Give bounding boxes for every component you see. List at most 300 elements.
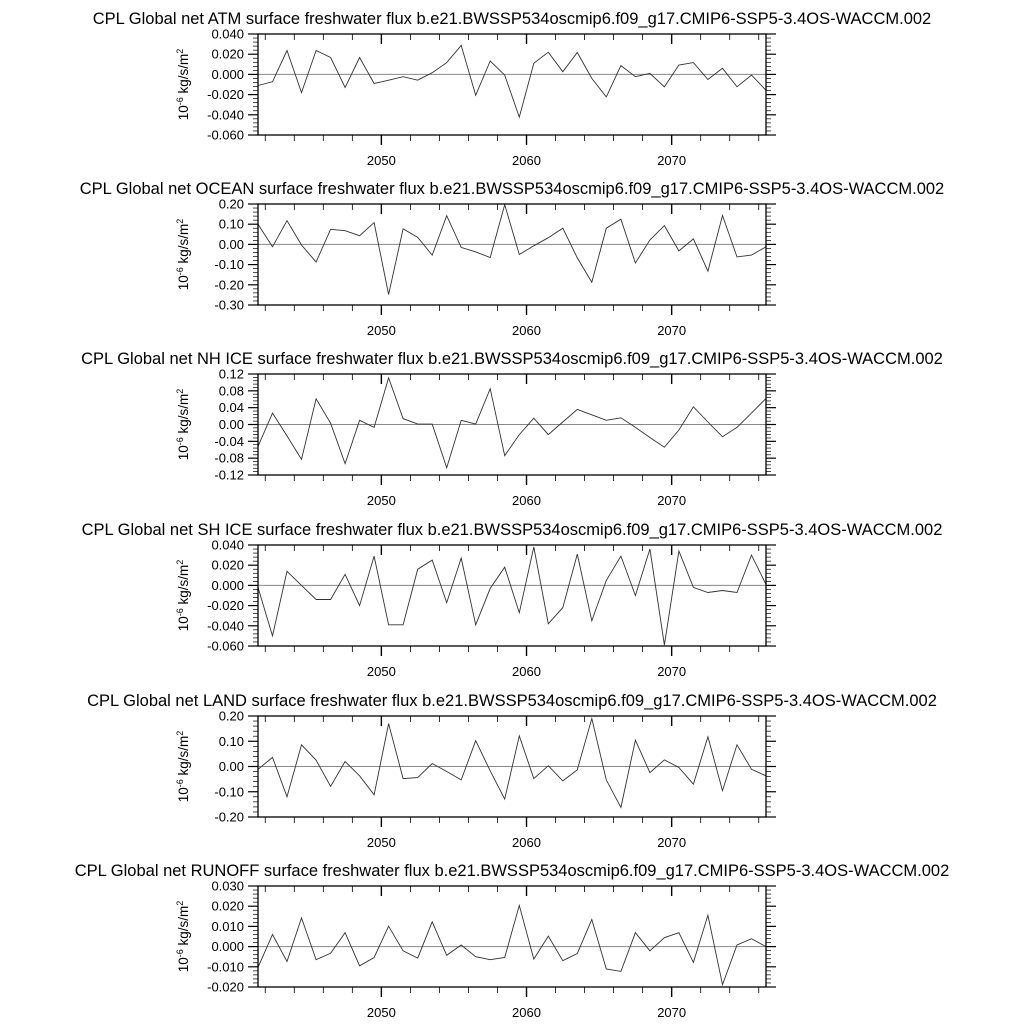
data-point — [432, 921, 433, 922]
data-point — [548, 936, 549, 937]
data-point — [736, 86, 737, 87]
series-line-runoff — [258, 905, 766, 984]
data-point — [417, 569, 418, 570]
data-point — [359, 57, 360, 58]
data-point — [635, 932, 636, 933]
data-point — [620, 971, 621, 972]
data-point — [345, 574, 346, 575]
data-point — [490, 588, 491, 589]
data-point — [548, 52, 549, 53]
data-point — [678, 551, 679, 552]
data-point — [345, 932, 346, 933]
series-line-atm — [258, 45, 766, 117]
data-point — [359, 965, 360, 966]
data-point — [301, 459, 302, 460]
data-point — [403, 778, 404, 779]
y-tick-label: -0.10 — [214, 257, 244, 273]
data-point — [461, 944, 462, 945]
data-point — [504, 567, 505, 568]
data-point — [606, 228, 607, 229]
data-point — [461, 45, 462, 46]
data-point — [620, 807, 621, 808]
data-point — [272, 246, 273, 247]
chart-title: CPL Global net LAND surface freshwater flux b.e21.BWSSP534oscmip6.f09_g17.CMIP6-SSP5-3.4OS-WACCM.002 — [87, 692, 937, 710]
data-point — [562, 607, 563, 608]
data-point — [620, 219, 621, 220]
data-point — [490, 959, 491, 960]
y-axis-label-text: kg/s/m — [176, 393, 191, 438]
y-tick-label: 0.000 — [211, 939, 244, 955]
y-tick-label: 0.000 — [211, 577, 244, 593]
data-point — [475, 956, 476, 957]
y-axis-label — [175, 49, 191, 121]
y-tick-label: 0.040 — [211, 26, 244, 42]
y-tick-label: -0.060 — [207, 638, 244, 654]
data-point — [359, 775, 360, 776]
data-point — [272, 81, 273, 82]
y-axis-label-superscript: -6 — [175, 779, 185, 788]
y-axis-label-superscript: 2 — [175, 218, 185, 224]
data-point — [678, 429, 679, 430]
data-point — [519, 117, 520, 118]
data-point — [707, 915, 708, 916]
data-point — [490, 388, 491, 389]
data-point — [316, 261, 317, 262]
y-axis-label — [175, 389, 191, 461]
data-point — [461, 420, 462, 421]
data-point — [403, 624, 404, 625]
data-point — [330, 953, 331, 954]
data-point — [577, 52, 578, 53]
data-point — [301, 917, 302, 918]
x-tick-label: 2050 — [366, 1005, 396, 1020]
x-tick-label: 2050 — [366, 664, 396, 679]
x-tick-label: 2060 — [512, 323, 541, 338]
data-point — [591, 414, 592, 415]
x-tick-label: 2070 — [657, 153, 687, 168]
data-point — [504, 455, 505, 456]
y-tick-label: -0.08 — [214, 450, 244, 466]
y-tick-label: 0.000 — [211, 66, 244, 82]
y-axis-label-text: 10 — [176, 787, 191, 803]
data-point — [736, 944, 737, 945]
x-tick-label: 2050 — [366, 493, 396, 508]
data-point — [475, 624, 476, 625]
data-point — [388, 80, 389, 81]
data-point — [345, 761, 346, 762]
data-point — [316, 599, 317, 600]
chart-title: CPL Global net ATM surface freshwater flux b.e21.BWSSP534oscmip6.f09_g17.CMIP6-SSP5-3.4OS-WACCM.002 — [92, 10, 932, 28]
y-tick-label: -0.020 — [207, 979, 244, 995]
chart-panel-5 — [87, 692, 937, 850]
y-axis-label-superscript: -6 — [175, 608, 185, 617]
y-axis-label — [175, 560, 191, 632]
data-point — [446, 215, 447, 216]
data-point — [446, 955, 447, 956]
data-point — [446, 602, 447, 603]
y-tick-label: -0.040 — [207, 107, 244, 123]
data-point — [330, 229, 331, 230]
data-point — [751, 75, 752, 76]
data-point — [620, 65, 621, 66]
y-tick-label: 0.12 — [218, 366, 244, 382]
data-point — [345, 463, 346, 464]
data-point — [287, 220, 288, 221]
data-point — [577, 769, 578, 770]
data-point — [548, 765, 549, 766]
data-point — [606, 580, 607, 581]
y-tick-label: 0.10 — [218, 216, 244, 232]
data-point — [461, 779, 462, 780]
data-point — [519, 254, 520, 255]
data-point — [461, 558, 462, 559]
data-point — [403, 950, 404, 951]
data-point — [446, 467, 447, 468]
y-axis-label-superscript: 2 — [175, 900, 185, 906]
data-point — [446, 771, 447, 772]
data-point — [664, 759, 665, 760]
data-point — [519, 612, 520, 613]
y-axis-label-text: 10 — [176, 445, 191, 461]
data-point — [519, 905, 520, 906]
y-axis-label-text: kg/s/m — [176, 53, 191, 98]
data-point — [374, 222, 375, 223]
data-point — [345, 230, 346, 231]
x-tick-label: 2060 — [512, 664, 541, 679]
y-tick-label: 0.00 — [218, 759, 244, 774]
plot-frame — [258, 545, 766, 646]
data-point — [287, 571, 288, 572]
data-point — [359, 420, 360, 421]
y-tick-label: 0.10 — [218, 733, 244, 749]
data-point — [446, 62, 447, 63]
y-axis-label-text: 10 — [176, 275, 191, 291]
data-point — [707, 736, 708, 737]
y-axis-label-text: kg/s/m — [176, 564, 191, 609]
y-tick-label: 0.020 — [211, 557, 244, 573]
data-point — [533, 63, 534, 64]
data-point — [562, 228, 563, 229]
data-point — [519, 434, 520, 435]
data-point — [649, 950, 650, 951]
data-point — [678, 932, 679, 933]
chart-title: CPL Global net RUNOFF surface freshwater flux b.e21.BWSSP534oscmip6.f09_g17.CMIP6-SSP5-3.4OS-WACCM.002 — [74, 862, 950, 880]
data-point — [620, 417, 621, 418]
data-point — [562, 960, 563, 961]
data-point — [316, 959, 317, 960]
data-point — [417, 237, 418, 238]
y-axis-label-text: 10 — [176, 616, 191, 632]
data-point — [736, 592, 737, 593]
data-point — [287, 50, 288, 51]
y-axis-label-superscript: -6 — [175, 97, 185, 106]
data-point — [693, 238, 694, 239]
data-point — [374, 427, 375, 428]
data-point — [272, 757, 273, 758]
y-tick-label: 0.20 — [218, 196, 244, 212]
data-point — [577, 554, 578, 555]
data-point — [475, 740, 476, 741]
data-point — [417, 80, 418, 81]
y-tick-label: 0.04 — [218, 400, 244, 416]
data-point — [475, 95, 476, 96]
series-line-land — [258, 719, 766, 808]
data-point — [417, 958, 418, 959]
y-tick-label: 0.00 — [218, 236, 244, 252]
data-point — [374, 794, 375, 795]
chart-panel-4 — [82, 521, 943, 679]
y-tick-label: -0.12 — [214, 467, 244, 483]
data-point — [606, 969, 607, 970]
data-point — [649, 549, 650, 550]
data-point — [562, 71, 563, 72]
data-point — [620, 556, 621, 557]
data-point — [490, 257, 491, 258]
data-point — [519, 735, 520, 736]
data-point — [316, 398, 317, 399]
data-point — [287, 961, 288, 962]
x-tick-label: 2060 — [512, 1005, 541, 1020]
x-tick-label: 2070 — [657, 835, 687, 850]
data-point — [475, 251, 476, 252]
plot-frame — [258, 34, 766, 135]
data-point — [403, 418, 404, 419]
data-point — [736, 427, 737, 428]
y-axis-label-text: kg/s/m — [176, 223, 191, 268]
data-point — [533, 418, 534, 419]
data-point — [664, 447, 665, 448]
data-point — [722, 590, 723, 591]
data-point — [301, 92, 302, 93]
data-point — [432, 255, 433, 256]
data-point — [272, 635, 273, 636]
x-tick-label: 2060 — [512, 493, 541, 508]
data-point — [707, 79, 708, 80]
data-point — [635, 262, 636, 263]
y-tick-label: -0.30 — [214, 297, 244, 313]
y-axis-label — [175, 901, 191, 973]
data-point — [359, 235, 360, 236]
data-point — [664, 225, 665, 226]
data-point — [722, 984, 723, 985]
y-tick-label: -0.020 — [207, 598, 244, 614]
data-point — [374, 957, 375, 958]
data-point — [388, 377, 389, 378]
series-line-nh-ice — [258, 378, 766, 468]
data-point — [591, 282, 592, 283]
data-point — [678, 65, 679, 66]
data-point — [432, 560, 433, 561]
data-point — [736, 744, 737, 745]
data-point — [330, 599, 331, 600]
data-point — [664, 937, 665, 938]
y-axis-label-superscript: -6 — [175, 437, 185, 446]
data-point — [577, 409, 578, 410]
data-point — [417, 777, 418, 778]
series-line-ocean — [258, 205, 766, 295]
data-point — [403, 228, 404, 229]
chart-title: CPL Global net OCEAN surface freshwater flux b.e21.BWSSP534oscmip6.f09_g17.CMIP6-SSP5-3.4OS-WACCM.002 — [79, 180, 945, 198]
chart-title: CPL Global net NH ICE surface freshwater flux b.e21.BWSSP534oscmip6.f09_g17.CMIP6-SSP5-3.4OS-WACCM.002 — [81, 350, 943, 368]
data-point — [649, 772, 650, 773]
data-point — [533, 959, 534, 960]
x-tick-label: 2050 — [366, 323, 396, 338]
data-point — [562, 421, 563, 422]
data-point — [722, 215, 723, 216]
data-point — [301, 245, 302, 246]
data-point — [316, 760, 317, 761]
y-tick-label: -0.040 — [207, 618, 244, 634]
x-tick-label: 2050 — [366, 153, 396, 168]
y-axis-label-superscript: 2 — [175, 730, 185, 736]
data-point — [475, 424, 476, 425]
data-point — [504, 75, 505, 76]
data-point — [417, 424, 418, 425]
data-point — [635, 595, 636, 596]
data-point — [287, 435, 288, 436]
data-point — [301, 585, 302, 586]
chart-panel-3 — [81, 350, 943, 508]
data-point — [388, 294, 389, 295]
series-line-sh-ice — [258, 547, 766, 645]
y-axis-label-superscript: 2 — [175, 388, 185, 394]
data-point — [287, 796, 288, 797]
y-tick-label: -0.020 — [207, 87, 244, 103]
data-point — [591, 718, 592, 719]
data-point — [707, 271, 708, 272]
x-tick-label: 2070 — [657, 493, 687, 508]
data-point — [693, 587, 694, 588]
data-point — [751, 255, 752, 256]
data-point — [533, 245, 534, 246]
y-axis-label — [175, 219, 191, 291]
data-point — [272, 934, 273, 935]
data-point — [751, 769, 752, 770]
data-point — [345, 87, 346, 88]
data-point — [388, 723, 389, 724]
data-point — [664, 644, 665, 645]
y-axis-label-text: kg/s/m — [176, 735, 191, 780]
y-axis-label-text: 10 — [176, 957, 191, 973]
data-point — [490, 60, 491, 61]
data-point — [606, 420, 607, 421]
data-point — [533, 778, 534, 779]
data-point — [504, 799, 505, 800]
y-tick-label: -0.20 — [214, 277, 244, 293]
data-point — [693, 406, 694, 407]
data-point — [707, 421, 708, 422]
data-point — [388, 624, 389, 625]
data-point — [272, 413, 273, 414]
data-point — [635, 427, 636, 428]
data-point — [635, 76, 636, 77]
data-point — [432, 424, 433, 425]
data-point — [751, 555, 752, 556]
y-tick-label: 0.010 — [211, 918, 244, 934]
data-point — [649, 239, 650, 240]
data-point — [461, 247, 462, 248]
y-axis-label-superscript: 2 — [175, 48, 185, 54]
data-point — [577, 953, 578, 954]
data-point — [330, 423, 331, 424]
y-tick-label: 0.030 — [211, 878, 244, 894]
y-tick-label: 0.00 — [218, 417, 244, 432]
data-point — [606, 779, 607, 780]
data-point — [722, 790, 723, 791]
data-point — [649, 437, 650, 438]
data-point — [432, 763, 433, 764]
data-point — [678, 250, 679, 251]
y-tick-label: 0.040 — [211, 537, 244, 553]
data-point — [678, 767, 679, 768]
y-tick-label: -0.010 — [207, 959, 244, 975]
data-point — [301, 744, 302, 745]
chart-panel-2 — [80, 180, 945, 338]
y-tick-label: 0.020 — [211, 898, 244, 914]
data-point — [736, 256, 737, 257]
data-point — [722, 68, 723, 69]
data-point — [591, 919, 592, 920]
data-point — [316, 50, 317, 51]
data-point — [751, 938, 752, 939]
data-point — [548, 237, 549, 238]
x-tick-label: 2050 — [366, 835, 396, 850]
data-point — [504, 957, 505, 958]
y-tick-label: 0.08 — [218, 383, 244, 399]
data-point — [606, 96, 607, 97]
data-point — [591, 78, 592, 79]
plot-frame — [258, 886, 766, 987]
data-point — [693, 784, 694, 785]
x-tick-label: 2060 — [512, 835, 541, 850]
y-axis-label-superscript: -6 — [175, 949, 185, 958]
data-point — [330, 786, 331, 787]
data-point — [533, 547, 534, 548]
y-axis-label-text: 10 — [176, 105, 191, 121]
data-point — [562, 780, 563, 781]
data-point — [635, 740, 636, 741]
data-point — [374, 556, 375, 557]
data-point — [591, 620, 592, 621]
data-point — [693, 62, 694, 63]
y-tick-label: 0.020 — [211, 46, 244, 62]
y-tick-label: -0.04 — [214, 433, 244, 449]
chart-title: CPL Global net SH ICE surface freshwater flux b.e21.BWSSP534oscmip6.f09_g17.CMIP6-SSP5-3.4OS-WACCM.002 — [81, 521, 943, 539]
y-tick-label: 0.20 — [218, 708, 244, 724]
y-axis-label-superscript: -6 — [175, 267, 185, 276]
y-tick-label: -0.20 — [214, 809, 244, 825]
data-point — [707, 592, 708, 593]
data-point — [388, 926, 389, 927]
x-tick-label: 2070 — [657, 323, 687, 338]
data-point — [548, 434, 549, 435]
data-point — [751, 413, 752, 414]
data-point — [374, 83, 375, 84]
chart-panel-6 — [75, 862, 950, 1020]
data-point — [359, 605, 360, 606]
plot-frame — [258, 204, 766, 305]
data-point — [664, 86, 665, 87]
data-point — [432, 72, 433, 73]
data-point — [649, 73, 650, 74]
data-point — [548, 623, 549, 624]
data-point — [693, 962, 694, 963]
y-tick-label: -0.10 — [214, 784, 244, 800]
chart-panel-1 — [93, 10, 932, 168]
data-point — [330, 57, 331, 58]
data-point — [722, 436, 723, 437]
y-tick-label: -0.060 — [207, 127, 244, 143]
